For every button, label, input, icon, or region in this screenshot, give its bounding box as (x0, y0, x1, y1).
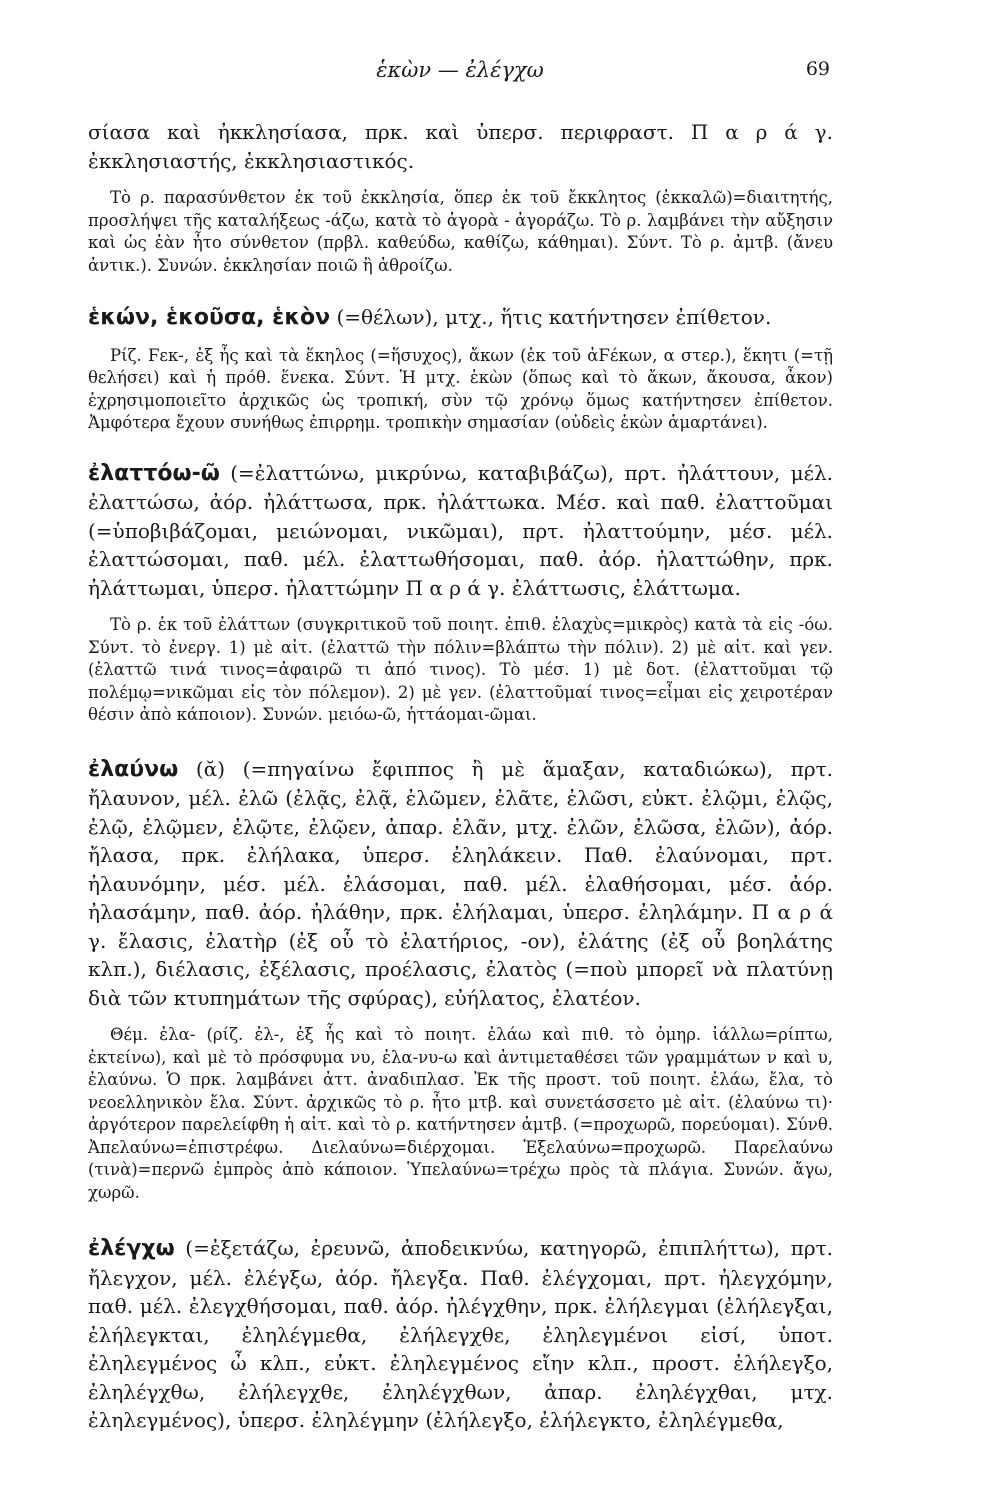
headword: ἐλαύνω (88, 756, 179, 782)
page-number: 69 (805, 58, 830, 80)
entry-hekon (88, 303, 833, 333)
etymology-note (88, 187, 833, 277)
running-head: ἑκὼν — ἐλέγχω (376, 58, 544, 82)
page-body (88, 118, 833, 1435)
entry-elattoo (88, 459, 833, 603)
note-text: Ρίζ. Ϝεκ-, ἐξ ἧς καὶ τὰ ἕκηλος (=ἥσυχος), ἄκων (ἐκ τοῦ ἀϜέκων, α στερ.), ἕκητι (=τῇ θελήσει) καὶ ἡ πρόθ. ἕνεκα. Σύντ. Ἡ μτχ. ἑκὼν (ὅπως καὶ τὸ ἄκων, ἄκουσα, ἆκον) ἐχρησιμοποιεῖτο ἀρχικῶς ὡς τροπική, σὺν τῷ χρόνῳ ὅμως κατήντησεν ἐπίθετον. Ἀμφότερα ἔχουν συνήθως ἐπιρρημ. τροπικὴν σημασίαν (οὐδεὶς ἑκὼν ἁμαρτάνει). (88, 345, 833, 432)
note-text: Τὸ ρ. ἐκ τοῦ ἐλάττων (συγκριτικοῦ τοῦ ποιητ. ἐπιθ. ἐλαχὺς=μικρὸς) κατὰ τὰ εἰς -όω. Σύντ. τὸ ἐνεργ. 1) μὲ αἰτ. (ἐλαττῶ τὴν πόλιν=βλάπτω τὴν πόλιν). 2) μὲ αἰτ. καὶ γεν. (ἐλαττῶ τινά τινος=ἀφαιρῶ τι ἀπό τινος). Τὸ μέσ. 1) μὲ δοτ. (ἐλαττοῦμαι τῷ πολέμῳ=νικῶμαι εἰς τὸν πόλεμον). 2) μὲ γεν. (ἐλαττοῦμαί τινος=εἶμαι εἰς χειροτέραν θέσιν ἀπὸ κάποιον). Συνών. μειόω-ῶ, ἡττάομαι-ῶμαι. (88, 615, 833, 724)
etymology-note (88, 1024, 833, 1204)
note-text: Θέμ. ἐλα- (ρίζ. ἐλ-, ἐξ ἧς καὶ τὸ ποιητ. ἐλάω καὶ πιθ. τὸ ὁμηρ. ἰάλλω=ρίπτω, ἐκτείνω), καὶ μὲ τὸ πρόσφυμα νυ, ἐλα-νυ-ω καὶ ἀντιμεταθέσει τῶν γραμμάτων ν καὶ υ, ἐλαύνω. Ὁ πρκ. λαμβάνει ἀττ. ἀναδιπλασ. Ἐκ τῆς προστ. τοῦ ποιητ. ἐλάω, ἔλα, τὸ νεοελληνικὸν ἔλα. Σύντ. ἀρχικῶς τὸ ρ. ἦτο μτβ. καὶ συνετάσσετο μὲ αἰτ. (ἐλαύνω τι)· ἀργότερον παρελείφθη ἡ αἰτ. καὶ τὸ ρ. κατήντησεν ἀμτβ. (=προχωρῶ, πορεύομαι). Σύνθ. Ἀπελαύνω=ἐπιστρέφω. Διελαύνω=διέρχομαι. Ἐξελαύνω=προχωρῶ. Παρελαύνω (τινὰ)=περνῶ ἐμπρὸς ἀπὸ κάποιον. Ὑπελαύνω=τρέχω πρὸς τὰ πλάγια. Συνών. ἄγω, χωρῶ. (88, 1025, 833, 1202)
entry-text: (=ἐξετάζω, ἐρευνῶ, ἀποδεικνύω, κατηγορῶ, ἐπιπλήττω), πρτ. ἤλεγχον, μέλ. ἐλέγξω, ἀόρ. ἤλεγξα. Παθ. ἐλέγχομαι, πρτ. ἠλεγχόμην, παθ. μέλ. ἐλεγχθήσομαι, παθ. ἀόρ. ἠλέγχθην, πρκ. ἐλήλεγμαι (ἐλήλεγξαι, ἐλήλεγκται, ἐληλέγμεθα, ἐλήλεγχθε, ἐληλεγμένοι εἰσί, ὑποτ. ἐληλεγμένος ὦ κλπ., εὐκτ. ἐληλεγμένος εἴην κλπ., προστ. ἐλήλεγξο, ἐληλέγχθω, ἐλήλεγχθε, ἐληλέγχθων, ἀπαρ. ἐληλέγχθαι, μτχ. ἐληλεγμένος), ὑπερσ. ἐληλέγμην (ἐλήλεγξο, ἐλήλεγκτο, ἐληλέγμεθα, (88, 1236, 833, 1432)
headword: ἐλαττόω-ῶ (88, 460, 220, 486)
entry-text: (=θέλων), μτχ., ἥτις κατήντησεν ἐπίθετον. (330, 305, 772, 329)
etymology-note (88, 614, 833, 727)
entry-text: (ᾰ) (=πηγαίνω ἔφιππος ἢ μὲ ἅμαξαν, καταδιώκω), πρτ. ἤλαυνον, μέλ. ἐλῶ (ἐλᾷς, ἐλᾷ, ἐλῶμεν, ἐλᾶτε, ἐλῶσι, εὐκτ. ἐλῷμι, ἐλῷς, ἐλῷ, ἐλῷμεν, ἐλῷτε, ἐλῷεν, ἀπαρ. ἐλᾶν, μτχ. ἐλῶν, ἐλῶσα, ἐλῶν), ἀόρ. ἤλασα, πρκ. ἐλήλακα, ὑπερσ. ἐληλάκειν. Παθ. ἐλαύνομαι, πρτ. ἠλαυνόμην, μέσ. μέλ. ἐλάσομαι, παθ. μέλ. ἐλαθήσομαι, μέσ. ἀόρ. ἠλασάμην, παθ. ἀόρ. ἠλάθην, πρκ. ἐλήλαμαι, ὑπερσ. ἐληλάμην. Π α ρ ά γ. ἔλασις, ἐλατὴρ (ἐξ οὗ τὸ ἐλατήριος, -ον), ἐλάτης (ἐξ οὗ βοηλάτης κλπ.), διέλασις, ἐξέλασις, προέλασις, ἐλατὸς (=ποὺ μπορεῖ νὰ πλατύνῃ διὰ τῶν κτυπημάτων τῆς σφύρας), εὐήλατος, ἐλατέον. (88, 756, 833, 1010)
entry-text: σίασα καὶ ἠκκλησίασα, πρκ. καὶ ὑπερσ. περιφραστ. Π α ρ ά γ. ἐκκλησιαστής, ἐκκλησιαστικός. (88, 120, 833, 173)
entry-continuation (88, 118, 833, 175)
etymology-note (88, 345, 833, 435)
headword: ἑκών, ἑκοῦσα, ἑκὸν (88, 305, 331, 330)
entry-elencho (88, 1234, 833, 1435)
entry-elauno (88, 755, 833, 1013)
entry-text: (=ἐλαττώνω, μικρύνω, καταβιβάζω), πρτ. ἠλάττουν, μέλ. ἐλαττώσω, ἀόρ. ἠλάττωσα, πρκ. ἠλάττωκα. Μέσ. καὶ παθ. ἐλαττοῦμαι (=ὑποβιβάζομαι, μειώνομαι, νικῶμαι), πρτ. ἠλαττούμην, μέσ. μέλ. ἐλαττώσομαι, παθ. μέλ. ἐλαττωθήσομαι, παθ. ἀόρ. ἠλαττώθην, πρκ. ἠλάττωμαι, ὑπερσ. ἠλαττώμην Π α ρ ά γ. ἐλάττωσις, ἐλάττωμα. (88, 460, 833, 600)
note-text: Τὸ ρ. παρασύνθετον ἐκ τοῦ ἐκκλησία, ὅπερ ἐκ τοῦ ἔκκλητος (ἐκκαλῶ)=διαιτητής, προσλήψει τῆς καταλήξεως -άζω, κατὰ τὸ ἀγορὰ - ἀγοράζω. Τὸ ρ. λαμβάνει τὴν αὔξησιν καὶ ὡς ἐὰν ἦτο σύνθετον (πρβλ. καθεύδω, καθίζω, κάθημαι). Σύντ. Τὸ ρ. ἀμτβ. (ἄνευ ἀντικ.). Συνών. ἐκκλησίαν ποιῶ ἢ ἀθροίζω. (88, 188, 833, 275)
headword: ἐλέγχω (88, 1236, 175, 1261)
page-header (90, 58, 830, 88)
